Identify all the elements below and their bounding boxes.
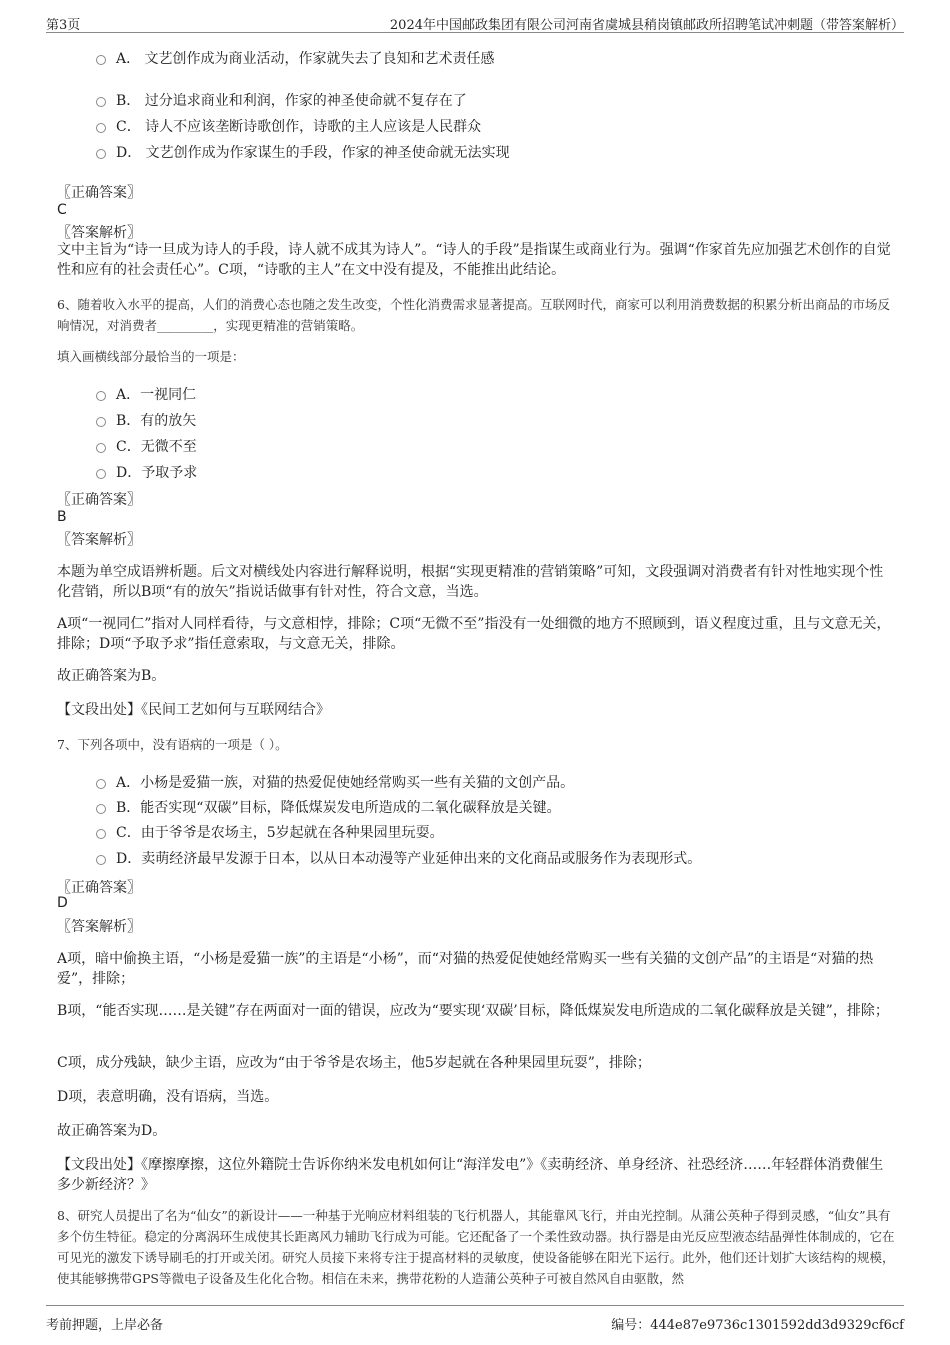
page-footer: [46, 1305, 904, 1333]
q7-option-b[interactable]: B．能否实现“双碳”目标，降低煤炭发电所造成的二氧化碳释放是关键。: [96, 797, 561, 817]
document-code: 编号：444e87e9736c1301592dd3d9329cf6cf: [611, 1318, 904, 1333]
q5-answer: C: [57, 202, 67, 218]
q5-analysis: 文中主旨为“诗一旦成为诗人的手段，诗人就不成其为诗人”。“诗人的手段”是指谋生或商业行为。强调“作家首先应加强艺术创作的自觉性和应有的社会责任心”。C项，“诗歌的主人”在文中没有提及，不能推出此结论。: [57, 242, 891, 278]
q6-analysis-label: 〖答案解析〗: [57, 532, 141, 548]
q7-answer-label: 〖正确答案〗: [57, 880, 141, 896]
radio-icon[interactable]: [96, 443, 106, 453]
q7-analysis-a: A项，暗中偷换主语，“小杨是爱猫一族”的主语是“小杨”，而“对猫的热爱促使她经常购买一些有关猫的文创产品”的主语是“对猫的热爱”，排除；: [57, 951, 874, 987]
q7-analysis-c: C项，成分残缺，缺少主语，应改为“由于爷爷是农场主，他5岁起就在各种果园里玩耍”，排除；: [57, 1055, 651, 1071]
radio-icon[interactable]: [96, 779, 106, 789]
q7-option-d[interactable]: D．卖萌经济最早发源于日本，以从日本动漫等产业延伸出来的文化商品或服务作为表现形式。: [96, 848, 701, 868]
q5-option-a[interactable]: A． 文艺创作成为商业活动，作家就失去了良知和艺术责任感: [96, 48, 495, 68]
q7-analysis-d: D项，表意明确，没有语病，当选。: [57, 1089, 279, 1105]
q5-analysis-label: 〖答案解析〗: [57, 225, 141, 241]
q6-option-d[interactable]: D．予取予求: [96, 462, 197, 482]
page-number: 第3页: [46, 18, 81, 33]
q6-option-a[interactable]: A．一视同仁: [96, 384, 196, 404]
document-title: 2024年中国邮政集团有限公司河南省虞城县稍岗镇邮政所招聘笔试冲刺题（带答案解析）: [389, 18, 904, 33]
q7-source: 【文段出处】《摩擦摩擦，这位外籍院士告诉你纳米发电机如何让“海洋发电”》《卖萌经济、单身经济、社恐经济……年轻群体消费催生多少新经济？》: [57, 1157, 884, 1193]
q5-answer-label: 〖正确答案〗: [57, 185, 141, 201]
q6-stem: 6、随着收入水平的提高，人们的消费心态也随之发生改变，个性化消费需求显著提高。互联网时代，商家可以利用消费数据的积累分析出商品的市场反响情况，对消费者_________，实现更精准的营销策略。: [57, 297, 890, 333]
q6-option-b[interactable]: B．有的放矢: [96, 410, 196, 430]
q7-answer: D: [57, 895, 68, 911]
q7-option-a[interactable]: A．小杨是爱猫一族，对猫的热爱促使她经常购买一些有关猫的文创产品。: [96, 772, 574, 792]
radio-icon[interactable]: [96, 55, 106, 65]
q7-analysis-b: B项，“能否实现……是关键”存在两面对一面的错误，应改为“要实现‘双碳’目标，降低煤炭发电所造成的二氧化碳释放是关键”，排除；: [57, 1003, 889, 1019]
radio-icon[interactable]: [96, 123, 106, 133]
q7-option-c[interactable]: C．由于爷爷是农场主，5岁起就在各种果园里玩耍。: [96, 822, 444, 842]
q6-answer: B: [57, 509, 67, 525]
q5-option-d[interactable]: D． 文艺创作成为作家谋生的手段，作家的神圣使命就无法实现: [96, 142, 510, 162]
q8-stem: 8、研究人员提出了名为“仙女”的新设计——一种基于光响应材料组装的飞行机器人，其能靠风飞行，并由光控制。从蒲公英种子得到灵感，“仙女”具有多个仿生特征。稳定的分离涡环生成使其长距离风力辅助飞行成为可能。它还配备了一个柔性致动器。执行器是由光反应型液态结晶弹性体制成的，它在可见光的激发下诱导刷毛的打开或关闭。研究人员接下来将专注于提高材料的灵敏度，使设备能够在阳光下运行。此外，他们还计划扩大该结构的规模，使其能够携带GPS等微电子设备及生化化合物。相信在未来，携带花粉的人造蒲公英种子可被自然风自由驱散，然: [57, 1208, 895, 1286]
radio-icon[interactable]: [96, 97, 106, 107]
q6-option-c[interactable]: C．无微不至: [96, 436, 197, 456]
radio-icon[interactable]: [96, 391, 106, 401]
q6-source: 【文段出处】《民间工艺如何与互联网结合》: [57, 702, 330, 718]
radio-icon[interactable]: [96, 804, 106, 814]
q6-answer-label: 〖正确答案〗: [57, 492, 141, 508]
q6-analysis-3: 故正确答案为B。: [57, 668, 166, 684]
q5-option-b[interactable]: B． 过分追求商业和利润，作家的神圣使命就不复存在了: [96, 90, 467, 110]
q6-prompt: 填入画横线部分最恰当的一项是：: [57, 349, 245, 364]
q7-analysis-label: 〖答案解析〗: [57, 919, 141, 935]
q7-analysis-e: 故正确答案为D。: [57, 1123, 167, 1139]
radio-icon[interactable]: [96, 855, 106, 865]
radio-icon[interactable]: [96, 417, 106, 427]
q5-option-c[interactable]: C． 诗人不应该垄断诗歌创作，诗歌的主人应该是人民群众: [96, 116, 481, 136]
radio-icon[interactable]: [96, 149, 106, 159]
footer-slogan: 考前押题，上岸必备: [46, 1318, 164, 1333]
q7-stem: 7、下列各项中，没有语病的一项是（ ）。: [57, 737, 288, 752]
radio-icon[interactable]: [96, 469, 106, 479]
q6-analysis-2: A项“一视同仁”指对人同样看待，与文意相悖，排除；C项“无微不至”指没有一处细微的地方不照顾到，语义程度过重，且与文意无关，排除；D项“予取予求”指任意索取，与文意无关，排除。: [57, 616, 891, 652]
radio-icon[interactable]: [96, 829, 106, 839]
q6-analysis-1: 本题为单空成语辨析题。后文对横线处内容进行解释说明，根据“实现更精准的营销策略”可知，文段强调对消费者有针对性地实现个性化营销，所以B项“有的放矢”指说话做事有针对性，符合文意，当选。: [57, 564, 884, 600]
page-header: [46, 12, 904, 33]
